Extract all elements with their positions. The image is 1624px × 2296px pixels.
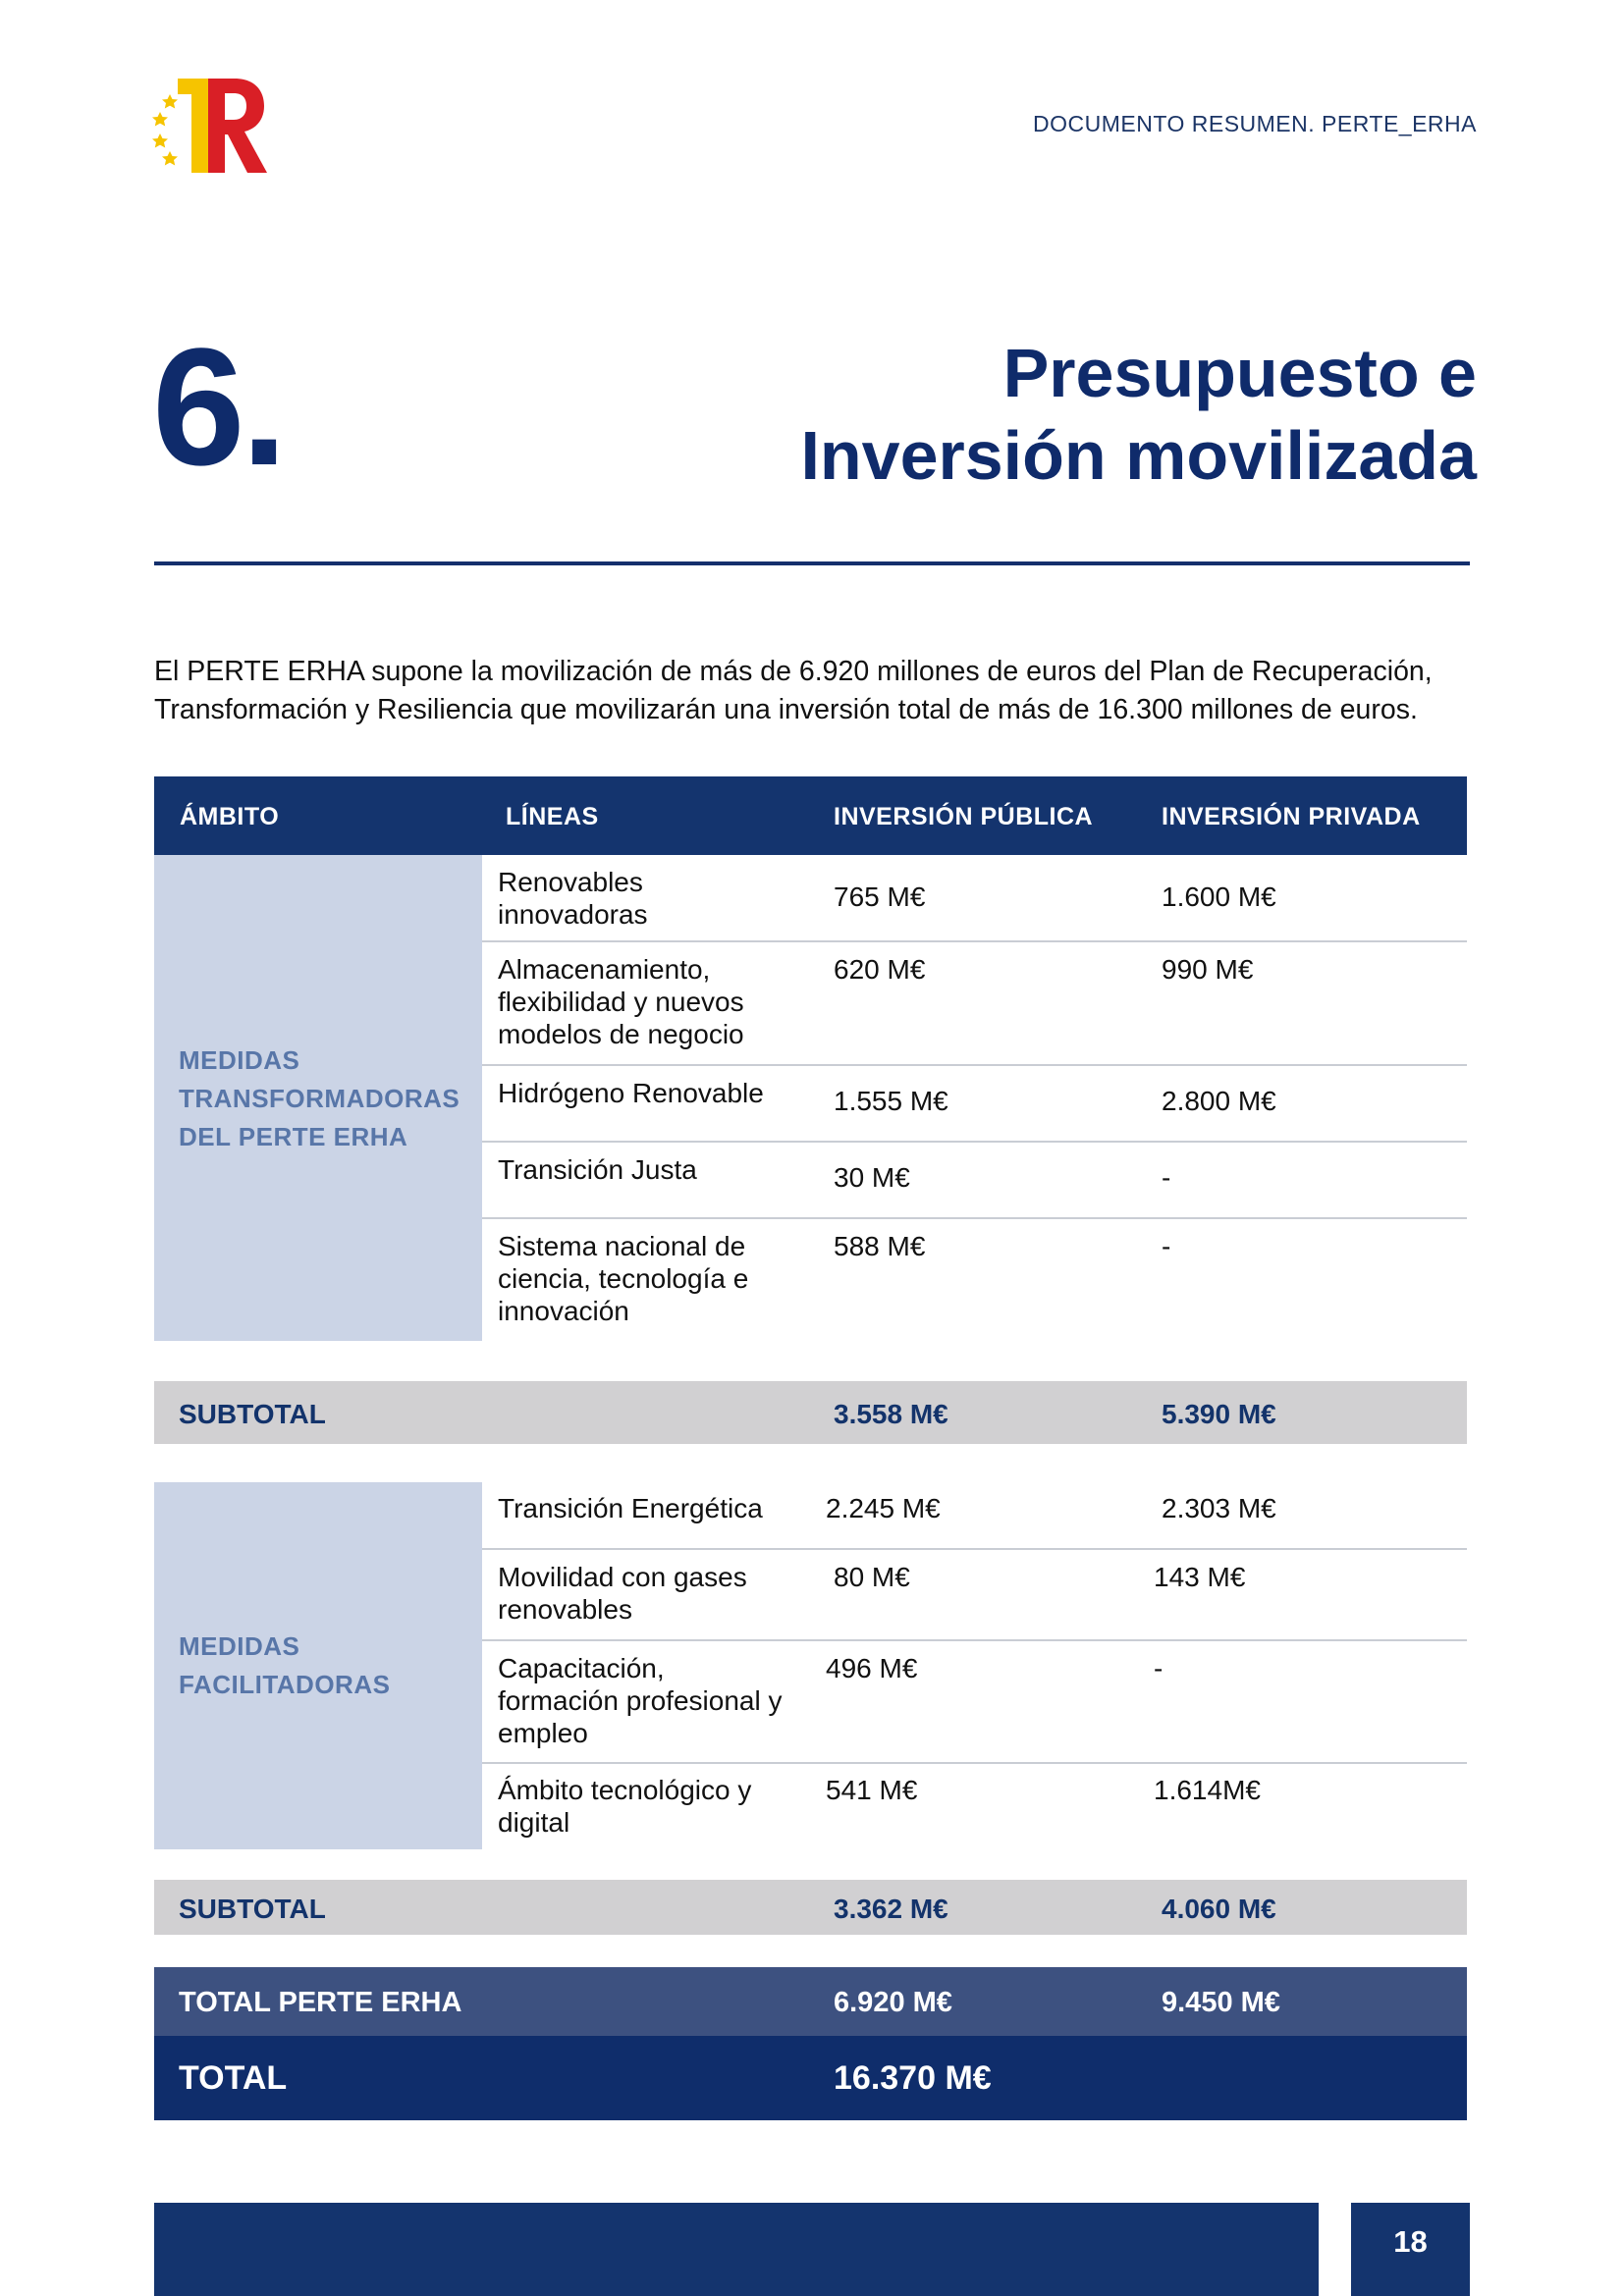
line-text: renovables (498, 1594, 632, 1625)
line-cell (498, 1492, 763, 1524)
group1-label-line: TRANSFORMADORAS (179, 1084, 460, 1113)
chapter-title (800, 332, 1477, 497)
line-text: innovación (498, 1296, 629, 1326)
group1-label-line: DEL PERTE ERHA (179, 1122, 408, 1151)
line-text: modelos de negocio (498, 1019, 744, 1049)
private-cell: 1.614M€ (1154, 1775, 1261, 1805)
line-text: Almacenamiento, (498, 954, 711, 985)
total-perte-private: 9.450 M€ (1162, 1987, 1280, 2018)
total-row (154, 2036, 1467, 2120)
row-divider (482, 1217, 1467, 1219)
public-cell: 541 M€ (826, 1775, 918, 1805)
private-cell: 143 M€ (1154, 1562, 1246, 1592)
intro-line-1: El PERTE ERHA supone la movilización de más de 6.920 millones de euros del Plan de Recuperación, (154, 656, 1433, 687)
line-cell (498, 1774, 751, 1839)
row-divider (482, 1762, 1467, 1764)
private-cell: - (1162, 1162, 1171, 1193)
subtotal-private: 5.390 M€ (1162, 1399, 1276, 1429)
line-cell (498, 866, 648, 931)
group1-label (179, 1041, 460, 1156)
table-header (154, 776, 1467, 855)
intro-line-2: Transformación y Resiliencia que movilizarán una inversión total de más de 16.300 millones de euros. (154, 694, 1418, 725)
line-cell (498, 1077, 764, 1109)
header-lineas: LÍNEAS (506, 803, 599, 830)
public-cell: 765 M€ (834, 881, 926, 912)
chapter-title-line-2: Inversión movilizada (800, 417, 1477, 494)
private-cell: - (1162, 1231, 1171, 1261)
line-text: Renovables (498, 867, 643, 897)
line-cell (498, 1230, 748, 1327)
line-text: Capacitación, (498, 1653, 665, 1683)
intro-paragraph (154, 653, 1470, 729)
total-value: 16.370 M€ (834, 2059, 992, 2097)
tr-logo-icon (152, 75, 270, 175)
header-inversion-privada: INVERSIÓN PRIVADA (1162, 803, 1421, 830)
document-label: DOCUMENTO RESUMEN. PERTE_ERHA (1033, 111, 1477, 136)
subtotal-row (154, 1381, 1467, 1444)
row-divider (482, 940, 1467, 942)
total-perte-public: 6.920 M€ (834, 1987, 952, 2018)
header-ambito: ÁMBITO (180, 803, 280, 830)
line-text: Transición Justa (498, 1154, 697, 1185)
line-text: Ámbito tecnológico y (498, 1775, 752, 1805)
line-text: Hidrógeno Renovable (498, 1078, 764, 1108)
row-divider (482, 1141, 1467, 1143)
group2-label-line: MEDIDAS (179, 1631, 300, 1661)
chapter-number-value: 6 (152, 314, 242, 501)
public-cell: 620 M€ (834, 954, 926, 985)
chapter-title-line-1: Presupuesto e (1002, 335, 1477, 411)
line-text: Movilidad con gases (498, 1562, 747, 1592)
page-number: 18 (1393, 2224, 1428, 2259)
header-inversion-publica: INVERSIÓN PÚBLICA (834, 803, 1094, 830)
public-cell: 496 M€ (826, 1653, 918, 1683)
line-text: ciencia, tecnología e (498, 1263, 749, 1294)
row-divider (482, 1639, 1467, 1641)
chapter-number: 6. (152, 314, 284, 501)
subtotal-private: 4.060 M€ (1162, 1894, 1276, 1924)
private-cell: 1.600 M€ (1162, 881, 1276, 912)
private-cell: 990 M€ (1162, 954, 1254, 985)
private-cell: 2.800 M€ (1162, 1086, 1276, 1116)
subtotal-label: SUBTOTAL (179, 1894, 326, 1924)
line-cell (498, 1561, 747, 1626)
subtotal-label: SUBTOTAL (179, 1399, 326, 1429)
public-cell: 2.245 M€ (826, 1493, 941, 1523)
line-cell (498, 1153, 697, 1186)
line-text: Transición Energética (498, 1493, 763, 1523)
subtotal-row (154, 1880, 1467, 1935)
line-cell (498, 953, 744, 1050)
private-cell: 2.303 M€ (1162, 1493, 1276, 1523)
subtotal-public: 3.362 M€ (834, 1894, 948, 1924)
subtotal-public: 3.558 M€ (834, 1399, 948, 1429)
public-cell: 30 M€ (834, 1162, 910, 1193)
row-divider (482, 1548, 1467, 1550)
public-cell: 1.555 M€ (834, 1086, 948, 1116)
public-cell: 80 M€ (834, 1562, 910, 1592)
row-divider (482, 1064, 1467, 1066)
footer-bar (154, 2203, 1319, 2296)
line-text: Sistema nacional de (498, 1231, 746, 1261)
line-text: innovadoras (498, 899, 648, 930)
total-perte-label: TOTAL PERTE ERHA (179, 1987, 462, 2018)
group1-label-line: MEDIDAS (179, 1045, 300, 1075)
public-cell: 588 M€ (834, 1231, 926, 1261)
page-number-box (1351, 2203, 1470, 2296)
chapter-divider (154, 561, 1470, 565)
group2-label-line: FACILITADORAS (179, 1670, 391, 1699)
total-label: TOTAL (179, 2059, 288, 2097)
line-cell (498, 1652, 782, 1749)
line-text: empleo (498, 1718, 588, 1748)
total-perte-row (154, 1967, 1467, 2036)
group2-label (179, 1628, 390, 1704)
private-cell: - (1154, 1653, 1164, 1683)
line-text: formación profesional y (498, 1685, 783, 1716)
line-text: flexibilidad y nuevos (498, 987, 744, 1017)
line-text: digital (498, 1807, 570, 1838)
